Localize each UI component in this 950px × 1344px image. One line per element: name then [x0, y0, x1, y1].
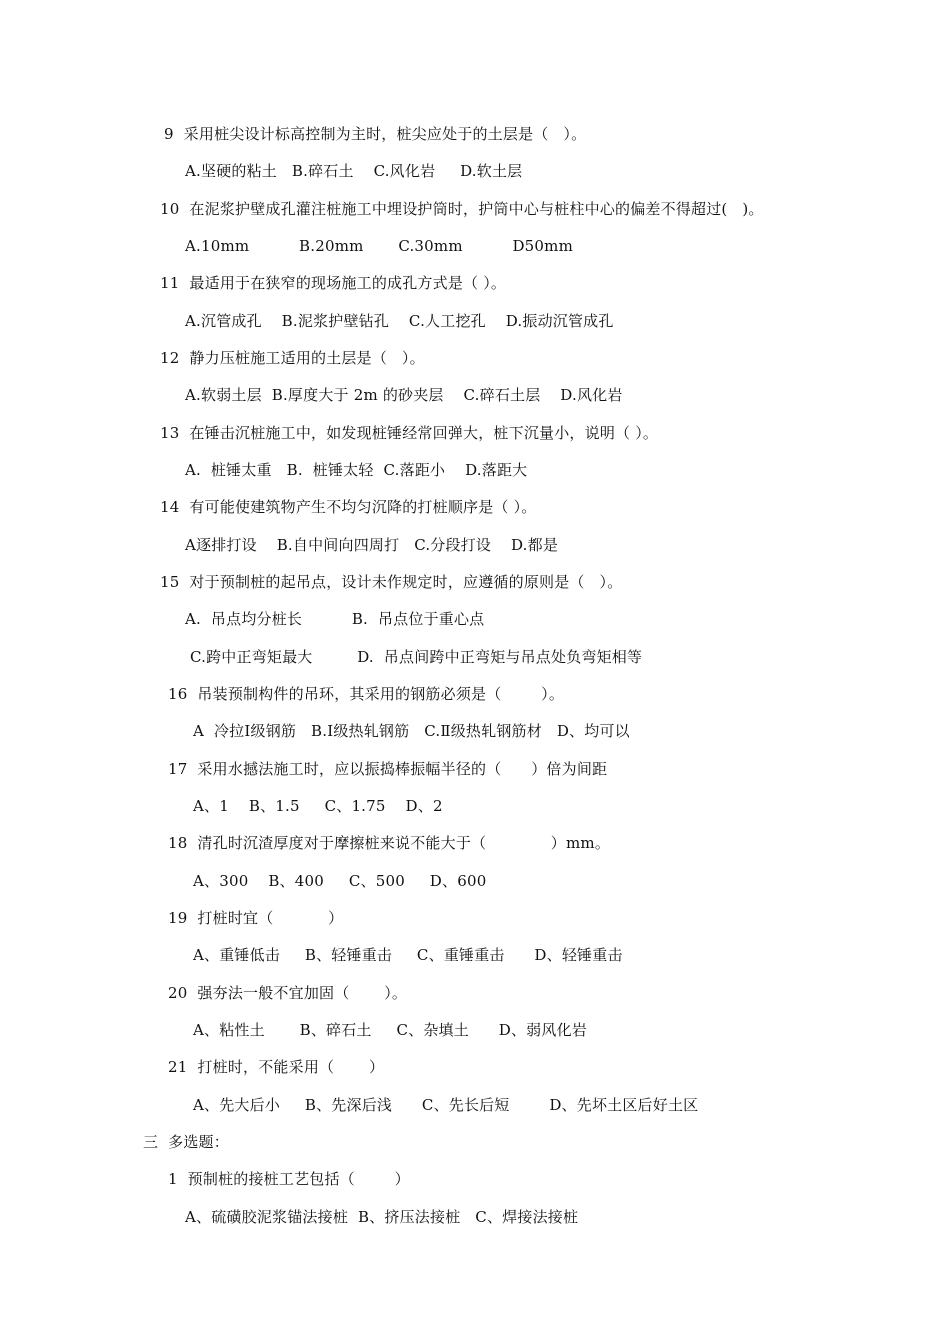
question-9-stem: 9 采用桩尖设计标高控制为主时，桩尖应处于的土层是（ ）。	[164, 125, 587, 143]
question-12-stem: 12 静力压桩施工适用的土层是（ ）。	[160, 349, 425, 367]
question-12-options: A.软弱土层 B.厚度大于 2m 的砂夹层 C.碎石土层 D.风化岩	[185, 386, 623, 404]
question-9-options: A.坚硬的粘土 B.碎石土 C.风化岩 D.软土层	[185, 162, 523, 180]
question-21-stem: 21 打桩时，不能采用（ ）	[168, 1058, 385, 1076]
question-13-stem: 13 在锤击沉桩施工中，如发现桩锤经常回弹大，桩下沉量小，说明（ ）。	[160, 424, 659, 442]
question-10-options: A.10mm B.20mm C.30mm D50mm	[185, 237, 574, 255]
question-20-stem: 20 强夯法一般不宜加固（ ）。	[168, 984, 408, 1002]
multi-question-1-stem: 1 预制桩的接桩工艺包括（ ）	[168, 1170, 410, 1188]
question-13-options: A. 桩锤太重 B. 桩锤太轻 C.落距小 D.落距大	[185, 461, 528, 479]
question-19-options: A、重锤低击 B、轻锤重击 C、重锤重击 D、轻锤重击	[193, 946, 623, 964]
question-19-stem: 19 打桩时宜（ ）	[168, 909, 344, 927]
question-17-options: A、1 B、1.5 C、1.75 D、2	[193, 797, 443, 815]
question-18-stem: 18 清孔时沉渣厚度对于摩擦桩来说不能大于（ ）mm。	[168, 834, 611, 852]
question-15-options-line-2: C.跨中正弯矩最大 D. 吊点间跨中正弯矩与吊点处负弯矩相等	[185, 648, 643, 666]
question-14-options: A逐排打设 B.自中间向四周打 C.分段打设 D.都是	[185, 536, 559, 554]
multi-question-1-options: A、硫磺胶泥浆锚法接桩 B、挤压法接桩 C、焊接法接桩	[185, 1208, 579, 1226]
question-16-options: A 冷拉Ⅰ级钢筋 B.Ⅰ级热轧钢筋 C.Ⅱ级热轧钢筋材 D、均可以	[193, 722, 630, 740]
section-3-heading: 三 多选题：	[143, 1133, 229, 1151]
question-15-stem: 15 对于预制桩的起吊点，设计未作规定时，应遵循的原则是（ ）。	[160, 573, 623, 591]
question-11-options: A.沉管成孔 B.泥浆护壁钻孔 C.人工挖孔 D.振动沉管成孔	[185, 312, 614, 330]
question-10-stem: 10 在泥浆护壁成孔灌注桩施工中埋设护筒时，护筒中心与桩柱中心的偏差不得超过( )。	[160, 200, 764, 218]
question-14-stem: 14 有可能使建筑物产生不均匀沉降的打桩顺序是（ ）。	[160, 498, 537, 516]
question-17-stem: 17 采用水撼法施工时，应以振捣棒振幅半径的（ ）倍为间距	[168, 760, 608, 778]
question-20-options: A、粘性土 B、碎石土 C、杂填土 D、弱风化岩	[193, 1021, 587, 1039]
question-15-options-line-1: A. 吊点均分桩长 B. 吊点位于重心点	[185, 610, 485, 628]
question-18-options: A、300 B、400 C、500 D、600	[193, 872, 487, 890]
question-11-stem: 11 最适用于在狭窄的现场施工的成孔方式是（ ）。	[160, 274, 507, 292]
question-21-options: A、先大后小 B、先深后浅 C、先长后短 D、先坏土区后好土区	[193, 1096, 699, 1114]
question-16-stem: 16 吊装预制构件的吊环，其采用的钢筋必须是（ ）。	[168, 685, 565, 703]
